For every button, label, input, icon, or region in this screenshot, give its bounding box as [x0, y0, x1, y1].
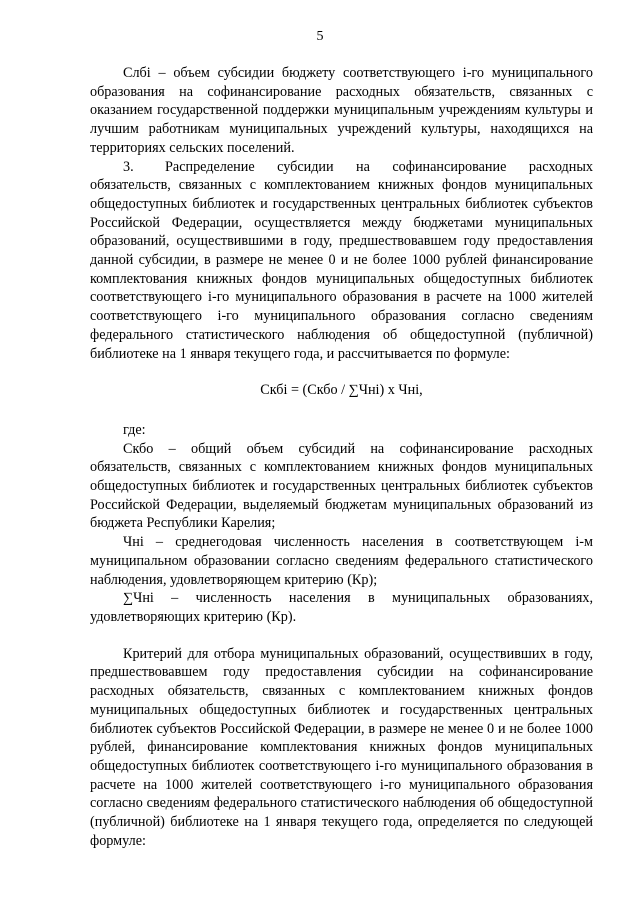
item-3-first-line-text: Распределение субсидии на софинансирование расходных — [165, 158, 593, 175]
definition-skbo: Скбо – общий объем субсидий на софинансирование расходных обязательств, связанных с комплектованием книжных фондов муниципальных общедоступных библиотек и государственных центральных библиотек субъектов Российской Федерации, выделяемый бюджетам муниципальных образований из бюджета Республики Карелия; — [90, 440, 593, 532]
item-3-number: 3. — [123, 158, 134, 175]
criterion-paragraph: Критерий для отбора муниципальных образований, осуществивших в году, предшествовавшем году предоставления субсидии на софинансирование расходных обязательств, связанных с комплектованием книжных фондов муниципальных общедоступных библиотек и государственных центральных библиотек субъектов Российской Федерации, в размере не менее 0 и не более 1000 рублей, финансирование комплектования книжных фондов муниципальных общедоступных библиотек соответствующего i-го муниципального образования в расчете на 1000 жителей соответствующего i-го муниципального образования согласно сведениям федерального статистического наблюдения об общедоступной (публичной) библиотеке на 1 января текущего года, определяется по следующей формуле: — [90, 645, 593, 849]
formula-skbi: Скбi = (Скбо / ∑Чнi) х Чнi, — [260, 382, 423, 399]
definition-chni: Чнi – среднегодовая численность населения в соответствующем i-м муниципальном образовании согласно сведениям федерального статистического наблюдения, удовлетворяющем критерию (Кр); — [90, 534, 593, 588]
document-body — [90, 64, 593, 850]
item-3-first-line — [90, 158, 593, 177]
definition-sum-chni: ∑Чнi – численность населения в муниципальных образованиях, удовлетворяющих критерию (Кр). — [90, 590, 593, 625]
item-3-text: обязательств, связанных с комплектованием книжных фондов муниципальных общедоступных библиотек и государственных центральных библиотек субъектов Российской Федерации, осуществляется между бюджетами муниципальных образований, осуществившими в году, предшествовавшем году предоставления данной субсидии, в размере не менее 0 и не более 1000 рублей финансирование комплектования книжных фондов муниципальных общедоступных библиотек соответствующего i-го муниципального образования в расчете на 1000 жителей соответствующего i-го муниципального образования согласно сведениям федерального статистического наблюдения об общедоступной (публичной) библиотеке на 1 января текущего года, и рассчитывается по формуле: — [90, 177, 593, 362]
spacer — [90, 627, 593, 645]
page-number: 5 — [316, 29, 324, 44]
where-label: где: — [123, 421, 146, 438]
paragraph-slbi-definition: Слбi – объем субсидии бюджету соответствующего i-го муниципального образования на софинансирование расходных обязательств, связанных с оказанием государственной поддержки муниципальным учреждениям культуры и лучшим работникам муниципальных учреждений культуры, находящихся на территориях сельских поселений. — [90, 65, 593, 156]
